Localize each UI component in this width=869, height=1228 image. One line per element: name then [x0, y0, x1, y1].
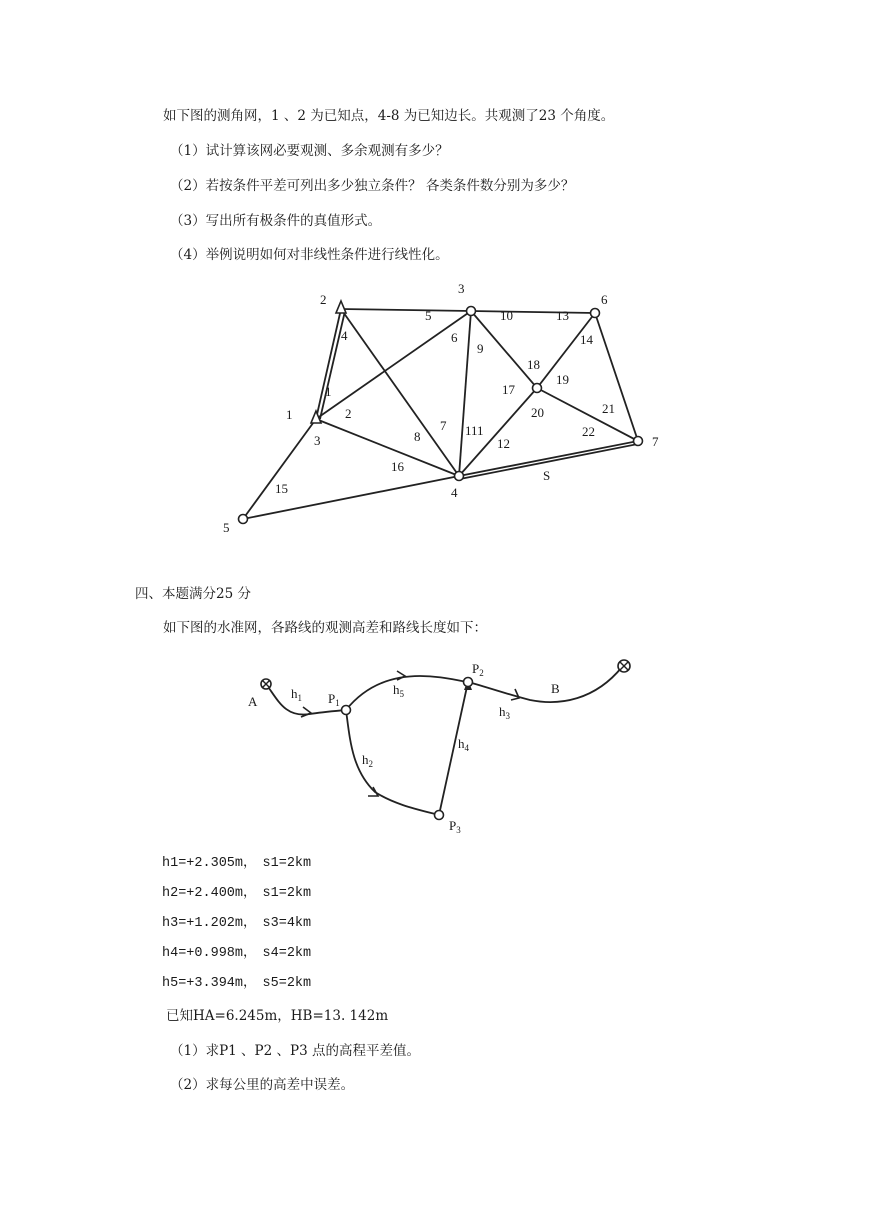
point-label-7: 7 [652, 434, 659, 449]
angle-label-14: 14 [580, 332, 593, 347]
point-label-5: 5 [223, 520, 230, 535]
section3-intro: 如下图的测角网，1 、2 为已知点，4-8 为已知边长。共观测了23 个角度。 [163, 108, 615, 124]
label-h1: $h_1$ [291, 686, 302, 703]
point-5-marker [239, 515, 248, 524]
observation-row-2: h2=+2.400m， s1=2km [162, 886, 312, 901]
angle-label-8: 8 [414, 429, 421, 444]
label-b: B [551, 681, 560, 696]
point-8-marker [533, 384, 542, 393]
section4-intro: 如下图的水准网，各路线的观测高差和路线长度如下： [163, 620, 487, 636]
label-h5: $h_5$ [393, 682, 404, 699]
section4-question-1: （1）求P1 、P2 、P3 点的高程平差值。 [170, 1043, 420, 1059]
angle-label-20: 20 [531, 405, 544, 420]
point-7-marker [634, 437, 643, 446]
section4-question-2: （2）求每公里的高差中误差。 [170, 1077, 355, 1093]
point-4-marker [455, 472, 464, 481]
angle-label-3: 3 [314, 433, 321, 448]
label-a: A [248, 694, 258, 709]
angle-label-22: 22 [582, 424, 595, 439]
known-heights: 已知HA=6.245m，HB=13. 142m [166, 1008, 389, 1024]
angle-label-19: 19 [556, 372, 569, 387]
label-p1: $P_1$ [328, 691, 340, 708]
angle-label-12: 12 [497, 436, 510, 451]
point-label-1: 1 [286, 407, 293, 422]
angle-label-10: 10 [500, 308, 513, 323]
angle-label-15: 15 [275, 481, 288, 496]
label-p2: $P_2$ [472, 661, 484, 678]
observation-row-1: h1=+2.305m， s1=2km [162, 856, 312, 871]
point-p2-marker [464, 678, 473, 687]
point-label-2: 2 [320, 292, 327, 307]
point-p3-marker [435, 811, 444, 820]
point-label-6: 6 [601, 292, 608, 307]
angle-label-18: 18 [527, 357, 540, 372]
angle-label-21: 21 [602, 401, 615, 416]
point-3-marker [467, 307, 476, 316]
point-label-4: 4 [451, 485, 458, 500]
label-h4: $h_4$ [458, 736, 469, 753]
angle-label-2: 2 [345, 406, 352, 421]
angle-label-17: 17 [502, 382, 515, 397]
question-4: （4）举例说明如何对非线性条件进行线性化。 [170, 247, 449, 263]
angle-label-16: 16 [391, 459, 404, 474]
point-p1-marker [342, 706, 351, 715]
angle-label-5: 5 [425, 308, 432, 323]
angle-label-9: 9 [477, 341, 484, 356]
angle-label-6: 6 [451, 330, 458, 345]
point-label-3: 3 [458, 281, 465, 296]
angle-label-7: 7 [440, 418, 447, 433]
angle-label-111: 111 [465, 423, 484, 438]
observation-row-3: h3=+1.202m， s3=4km [162, 916, 312, 931]
edge-label-s: S [543, 468, 551, 483]
angle-label-13: 13 [556, 308, 569, 323]
label-h3: $h_3$ [499, 704, 510, 721]
triangulation-network-figure [0, 280, 869, 540]
observation-row-5: h5=+3.394m， s5=2km [162, 976, 312, 991]
leveling-network-figure [0, 650, 869, 840]
point-6-marker [591, 309, 600, 318]
label-p3: $P_3$ [449, 818, 461, 835]
question-2: （2）若按条件平差可列出多少独立条件？ 各类条件数分别为多少？ [170, 178, 575, 194]
known-point-2-marker [336, 301, 346, 313]
angle-label-1: 1 [325, 384, 332, 399]
question-3: （3）写出所有极条件的真值形式。 [170, 213, 382, 229]
angle-label-4: 4 [341, 328, 348, 343]
section4-heading: 四、本题满分25 分 [135, 586, 251, 602]
label-h2: $h_2$ [362, 752, 373, 769]
observation-row-4: h4=+0.998m， s4=2km [162, 946, 312, 961]
question-1: （1）试计算该网必要观测、多余观测有多少？ [170, 143, 449, 159]
